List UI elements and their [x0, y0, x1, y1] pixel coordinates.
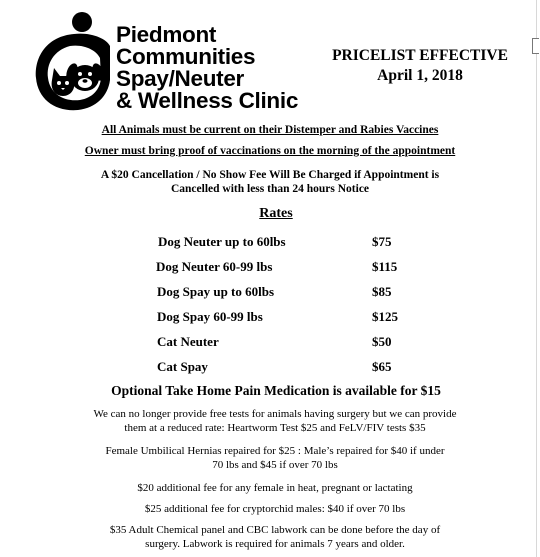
cancellation-line: A $20 Cancellation / No Show Fee Will Be Charged if Appointment is: [100, 169, 440, 181]
rate-price: $65: [372, 359, 392, 374]
cancellation-line: Cancelled with less than 24 hours Notice: [170, 183, 370, 195]
person-head-shape: [72, 12, 92, 32]
rate-row-cat-spay: [157, 359, 397, 377]
logo-wordmark: [116, 24, 298, 112]
pricelist-date: April 1, 2018: [377, 67, 463, 84]
rate-price: $85: [372, 284, 392, 299]
note-lab-tests: [40, 407, 510, 435]
note-line: 70 lbs and $45 if over 70 lbs: [212, 459, 338, 471]
rate-price: $75: [372, 234, 392, 249]
rate-row-dog-spay-small: [157, 284, 397, 302]
cat-eye-right: [65, 81, 69, 85]
note-line: $25 additional fee for cryptorchid males: $40 if over 70 lbs: [144, 503, 406, 515]
note-heat-fee: [40, 481, 510, 495]
pricelist-title: PRICELIST EFFECTIVE: [332, 47, 508, 64]
rate-service: Dog Spay up to 60lbs: [157, 284, 275, 299]
rate-price: $125: [372, 309, 398, 324]
logo-line: & Wellness Clinic: [116, 88, 299, 113]
proof-requirement: Owner must bring proof of vaccinations on the morning of the appointment: [84, 145, 456, 157]
dog-eye-left: [78, 72, 82, 76]
rates-title: Rates: [259, 206, 293, 221]
rate-service: Cat Neuter: [157, 334, 219, 349]
rate-service: Dog Spay 60-99 lbs: [157, 309, 263, 324]
rate-price: $50: [372, 334, 392, 349]
note-hernia: [60, 444, 490, 472]
note-line: $20 additional fee for any female in heat, pregnant or lactating: [137, 482, 413, 494]
logo-line: Spay/Neuter: [116, 66, 244, 91]
vaccine-requirement: All Animals must be current on their Distemper and Rabies Vaccines: [101, 124, 439, 136]
rate-price: $115: [372, 259, 398, 274]
rate-row-cat-neuter: [157, 334, 397, 352]
note-line: surgery. Labwork is required for animals 7 years and older.: [145, 538, 405, 550]
note-line: $35 Adult Chemical panel and CBC labwork can be done before the day of: [109, 524, 441, 536]
logo-line: Piedmont: [116, 22, 217, 47]
dog-nose: [83, 79, 88, 83]
rate-service: Cat Spay: [157, 359, 208, 374]
rate-service: Dog Neuter 60-99 lbs: [156, 259, 273, 274]
pain-medication-offer: Optional Take Home Pain Medication is available for $15: [111, 383, 441, 398]
note-line: them at a reduced rate: Heartworm Test $25 and FeLV/FIV tests $35: [124, 422, 426, 434]
pricelist-heading: [330, 46, 510, 86]
cat-eye-left: [57, 81, 61, 85]
note-line: We can no longer provide free tests for animals having surgery but we can provide: [93, 408, 457, 420]
note-cryptorchid-fee: [40, 502, 510, 516]
rate-row-dog-spay-large: [157, 309, 397, 327]
rate-row-dog-neuter-large: [156, 259, 396, 277]
note-labwork: [60, 523, 490, 551]
scroll-marker: [532, 38, 539, 54]
page-edge: [536, 0, 537, 557]
cancellation-notice: [80, 168, 460, 196]
dog-eye-right: [88, 72, 92, 76]
clinic-logo: [30, 6, 330, 118]
note-line: Female Umbilical Hernias repaired for $25 : Male’s repaired for $40 if under: [105, 445, 445, 457]
rate-service: Dog Neuter up to 60lbs: [158, 234, 286, 249]
logo-line: Communities: [116, 44, 256, 69]
logo-emblem: [30, 6, 118, 118]
rate-row-dog-neuter-small: [158, 234, 398, 252]
